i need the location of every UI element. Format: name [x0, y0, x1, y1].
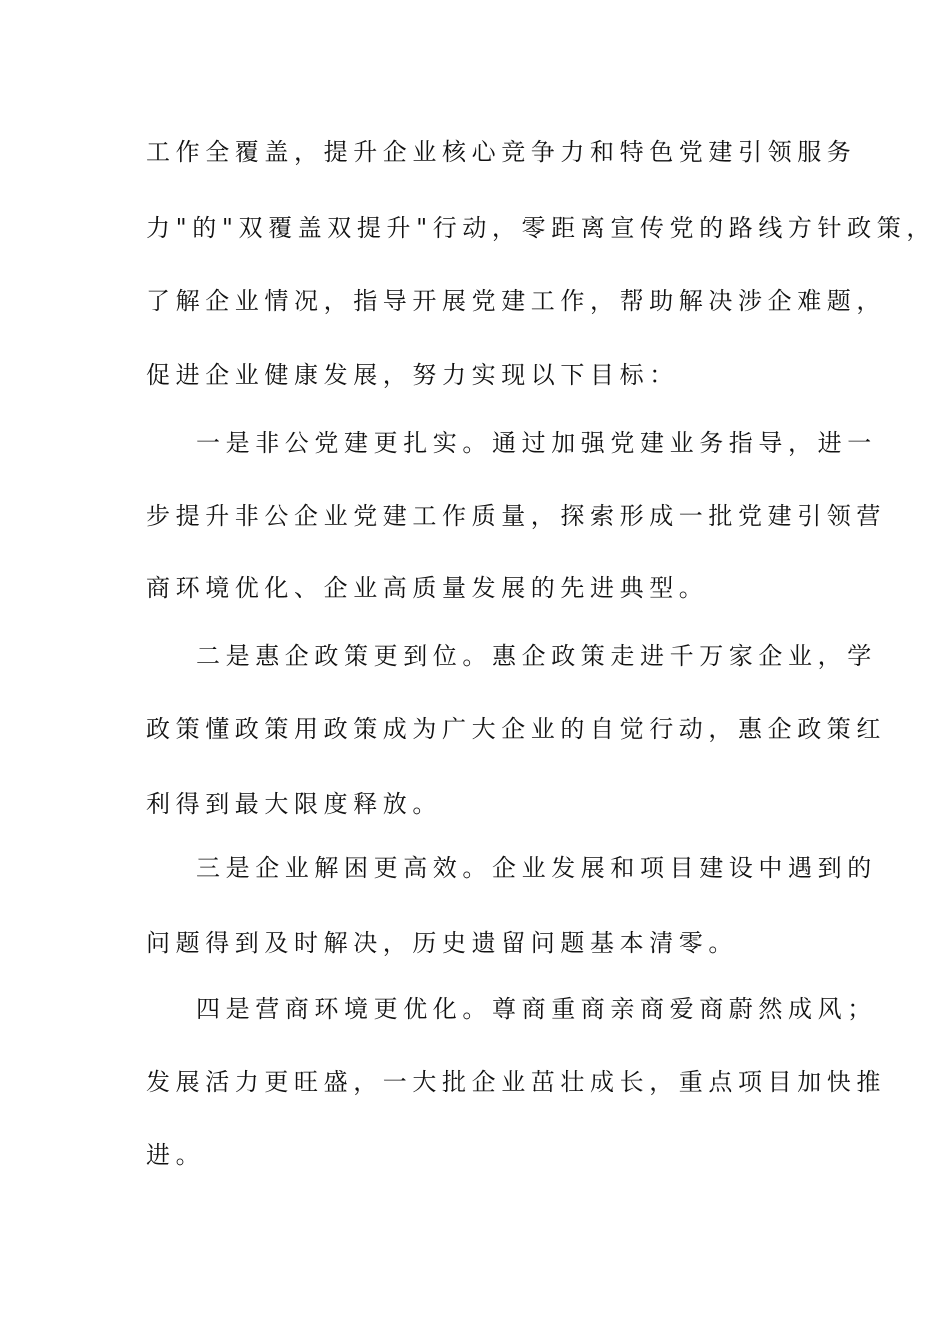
text-line: 了解企业情况，指导开展党建工作，帮助解决涉企难题，	[146, 287, 886, 315]
text-line: 工作全覆盖，提升企业核心竞争力和特色党建引领服务	[146, 138, 857, 166]
paragraph-first-line: 三是企业解困更高效。企业发展和项目建设中遇到的	[196, 854, 877, 882]
text-line: 发展活力更旺盛，一大批企业茁壮成长，重点项目加快推	[146, 1068, 886, 1096]
text-line: 问题得到及时解决，历史遗留问题基本清零。	[146, 929, 738, 957]
text-line: 步提升非公企业党建工作质量，探索形成一批党建引领营	[146, 502, 886, 530]
text-line: 进。	[146, 1141, 206, 1169]
text-line: 利得到最大限度释放。	[146, 790, 442, 818]
paragraph-first-line: 一是非公党建更扎实。通过加强党建业务指导，进一	[196, 429, 877, 457]
text-line: 力"的"双覆盖双提升"行动，零距离宣传党的路线方针政策，	[146, 214, 936, 242]
text-line: 商环境优化、企业高质量发展的先进典型。	[146, 574, 709, 602]
paragraph-first-line: 二是惠企政策更到位。惠企政策走进千万家企业，学	[196, 642, 877, 670]
text-line: 促进企业健康发展，努力实现以下目标：	[146, 361, 679, 389]
paragraph-first-line: 四是营商环境更优化。尊商重商亲商爱商蔚然成风；	[196, 995, 877, 1023]
text-line: 政策懂政策用政策成为广大企业的自觉行动，惠企政策红	[146, 715, 886, 743]
